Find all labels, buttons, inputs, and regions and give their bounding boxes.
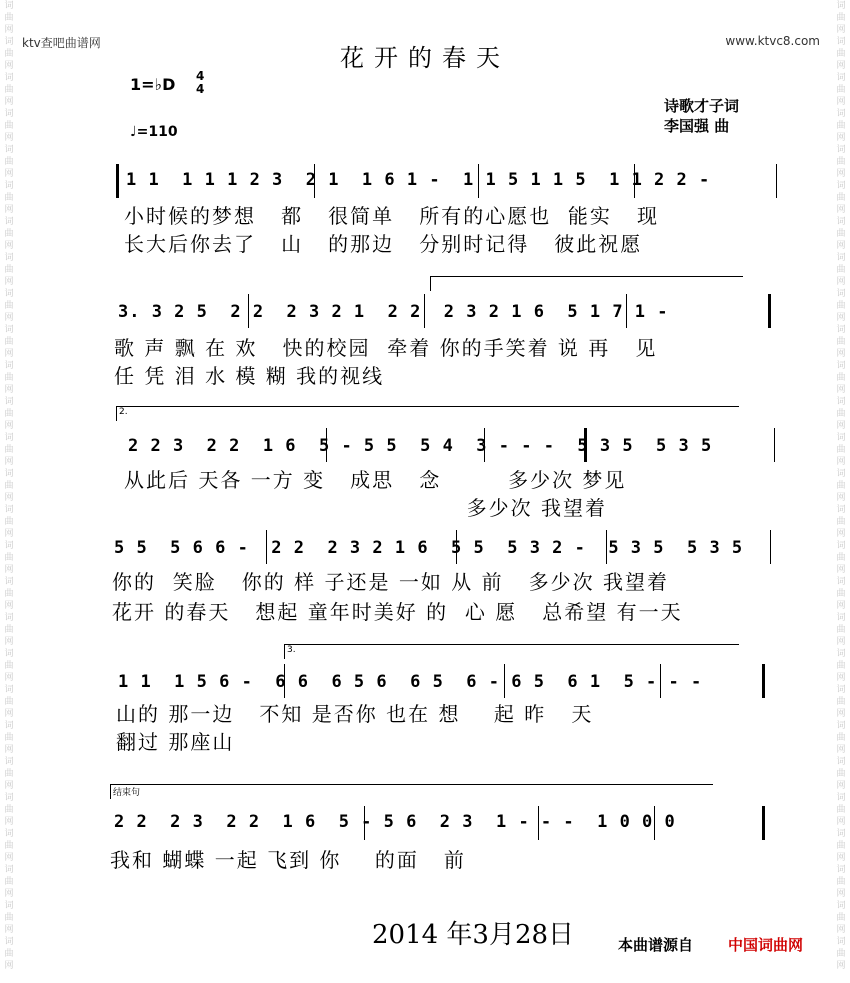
source-label: 本曲谱源自 xyxy=(618,936,694,954)
lyric-verse-1: 我和 蝴蝶 一起 飞到 你 的面 前 xyxy=(110,848,466,872)
notation-line: 3. 3 2 5 2 2 2 3 2 1 2 2 2 3 2 1 6 5 1 7 1 - xyxy=(118,302,669,322)
notation-line: 1 1 1 5 6 - 6 6 6 5 6 6 5 6 - 6 5 6 1 5 - - - xyxy=(118,672,703,692)
left-site-name: ktv查吧曲谱网 xyxy=(22,36,101,50)
repeat-end-bar xyxy=(762,664,765,698)
volta-bracket xyxy=(430,276,743,291)
volta-bracket-2 xyxy=(116,406,739,421)
tempo-marking: ♩=110 xyxy=(130,124,178,140)
lyric-verse-1: 歌 声 飘 在 欢 快的校园 牵着 你的手笑着 说 再 见 xyxy=(114,336,658,360)
lyricist-credit: 诗歌才子词 xyxy=(664,97,740,115)
lyric-verse-2: 翻过 那座山 xyxy=(116,730,235,754)
notation-line: 2 2 2 3 2 2 1 6 5 - 5 6 2 3 1 - - - 1 0 0 0 xyxy=(114,812,676,832)
notation-line: 1 1 1 1 1 2 3 2 1 1 6 1 - 1 1 5 1 1 5 1 1 2 2 - xyxy=(126,170,711,190)
lyric-verse-1: 山的 那一边 不知 是否你 也在 想 起 昨 天 xyxy=(116,702,594,726)
ending-label: 结束句 xyxy=(113,788,141,798)
right-watermark: 词曲网词曲网词曲网词曲网词曲网词曲网词曲网词曲网词曲网词曲网词曲网词曲网词曲网词曲网词曲网词曲网词曲网词曲网词曲网词曲网词曲网词曲网词曲网词曲网词曲网词曲网词曲网 xyxy=(836,1,846,971)
notation-line: 2 2 3 2 2 1 6 5 - 5 5 5 4 3 - - - 5 3 5 5 3 5 xyxy=(128,436,713,456)
lyric-verse-2: 花开 的春天 想起 童年时美好 的 心 愿 总希望 有一天 xyxy=(112,600,683,624)
source-brand-link[interactable]: 中国词曲网 xyxy=(728,936,804,954)
lyric-verse-2: 长大后你去了 山 的那边 分别时记得 彼此祝愿 xyxy=(124,232,643,256)
bar-line xyxy=(774,428,775,462)
bar-line xyxy=(776,164,777,198)
right-site-url: www.ktvc8.com xyxy=(725,34,820,48)
ending-bracket xyxy=(110,784,713,799)
page-title: 花开的春天 xyxy=(340,44,510,72)
time-signature-top: 4 xyxy=(196,69,205,83)
left-watermark: 词曲网词曲网词曲网词曲网词曲网词曲网词曲网词曲网词曲网词曲网词曲网词曲网词曲网词曲网词曲网词曲网词曲网词曲网词曲网词曲网词曲网词曲网词曲网词曲网词曲网词曲网词曲网 xyxy=(4,1,14,971)
key-signature: 1=♭D xyxy=(130,75,176,94)
lyric-verse-1: 从此后 天各 一方 变 成思 念 多少次 梦见 xyxy=(124,468,627,492)
composer-credit: 李国强 曲 xyxy=(664,117,730,135)
lyric-verse-2: 任 凭 泪 水 模 糊 我的视线 xyxy=(114,364,385,388)
repeat-end-bar xyxy=(768,294,771,328)
time-signature xyxy=(196,70,204,96)
bar-line xyxy=(770,530,771,564)
final-bar xyxy=(762,806,765,840)
volta-number: 3. xyxy=(287,645,296,655)
lyric-verse-1: 你的 笑脸 你的 样 子还是 一如 从 前 多少次 我望着 xyxy=(112,570,670,594)
lyric-verse-2: 多少次 我望着 xyxy=(124,496,608,520)
repeat-start-bar xyxy=(116,164,119,198)
volta-bracket-3 xyxy=(284,644,739,659)
publish-date: 2014 年3月28日 xyxy=(372,920,575,950)
time-signature-bottom: 4 xyxy=(196,82,205,96)
volta-number: 2. xyxy=(119,407,128,417)
notation-line: 5 5 5 6 6 - 2 2 2 3 2 1 6 5 5 5 3 2 - 5 3 5 5 3 5 xyxy=(114,538,744,558)
lyric-verse-1: 小时候的梦想 都 很简单 所有的心愿也 能实 现 xyxy=(124,204,660,228)
